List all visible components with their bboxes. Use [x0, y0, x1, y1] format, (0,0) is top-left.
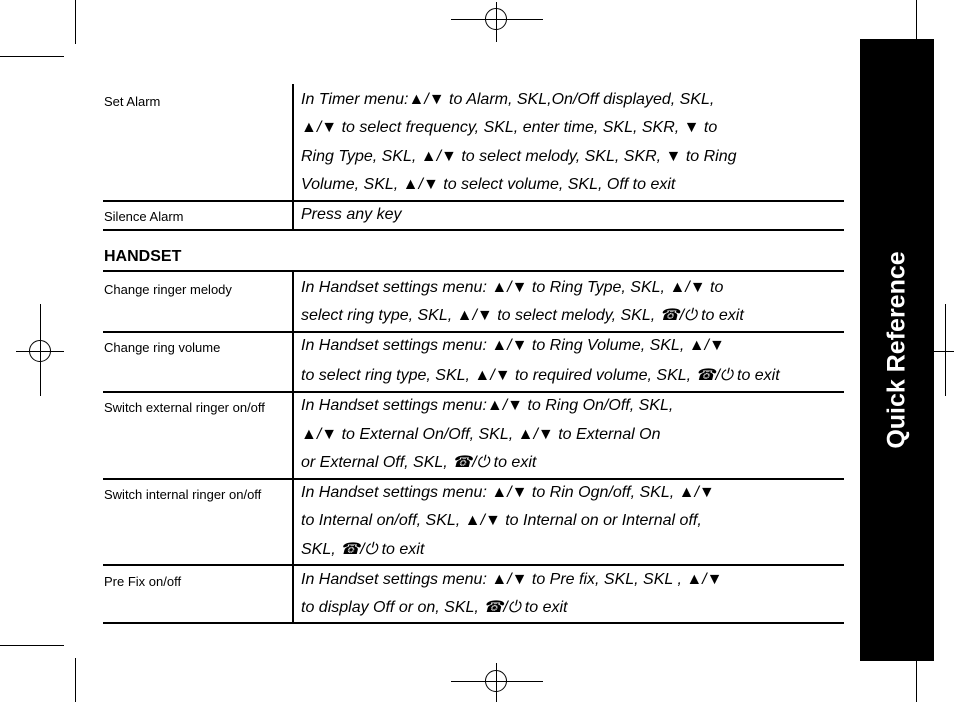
- row-divider: [103, 200, 844, 202]
- crop-mark: [916, 0, 917, 44]
- row-label-silence-alarm: Silence Alarm: [104, 209, 184, 224]
- instruction-line: or External Off, SKL, ☎/⏻ to exit: [301, 454, 537, 471]
- instruction-line: select ring type, SKL, ▲/▼ to select melody, SKL, ☎/⏻ to exit: [301, 307, 744, 324]
- instruction-line: ▲/▼ to External On/Off, SKL, ▲/▼ to External On: [301, 426, 661, 443]
- row-label-change-ringer-melody: Change ringer melody: [104, 282, 232, 297]
- row-label-switch-external-ringer: Switch external ringer on/off: [104, 400, 265, 415]
- column-divider: [292, 84, 294, 230]
- instruction-line: In Handset settings menu: ▲/▼ to Rin Ogn/off, SKL, ▲/▼: [301, 484, 715, 501]
- instruction-line: to select ring type, SKL, ▲/▼ to required volume, SKL, ☎/⏻ to exit: [301, 367, 780, 384]
- instruction-line: SKL, ☎/⏻ to exit: [301, 541, 425, 558]
- registration-mark: [934, 351, 954, 352]
- registration-mark: [485, 670, 507, 692]
- column-divider: [292, 270, 294, 624]
- crop-mark: [0, 645, 64, 646]
- quick-reference-label: Quick Reference: [882, 251, 911, 449]
- instruction-line: In Handset settings menu:▲/▼ to Ring On/Off, SKL,: [301, 397, 674, 414]
- row-label-change-ring-volume: Change ring volume: [104, 340, 221, 355]
- row-divider: [103, 564, 844, 566]
- row-divider: [103, 229, 844, 231]
- instruction-line: to display Off or on, SKL, ☎/⏻ to exit: [301, 599, 568, 616]
- crop-mark: [75, 658, 76, 702]
- row-divider: [103, 270, 844, 272]
- instruction-line: to Internal on/off, SKL, ▲/▼ to Internal on or Internal off,: [301, 512, 702, 529]
- instruction-line: ▲/▼ to select frequency, SKL, enter time, SKL, SKR, ▼ to: [301, 119, 718, 136]
- row-label-set-alarm: Set Alarm: [104, 94, 161, 109]
- instruction-line: Press any key: [301, 206, 402, 223]
- registration-mark: [485, 8, 507, 30]
- row-divider: [103, 391, 844, 393]
- crop-mark: [75, 0, 76, 44]
- instruction-line: Ring Type, SKL, ▲/▼ to select melody, SKL, SKR, ▼ to Ring: [301, 148, 737, 165]
- crop-mark: [0, 56, 64, 57]
- registration-mark: [29, 340, 51, 362]
- quick-reference-tab: [860, 39, 934, 661]
- instruction-line: In Handset settings menu: ▲/▼ to Ring Type, SKL, ▲/▼ to: [301, 279, 724, 296]
- row-divider: [103, 622, 844, 624]
- row-divider: [103, 331, 844, 333]
- instruction-line: Volume, SKL, ▲/▼ to select volume, SKL, Off to exit: [301, 176, 676, 193]
- instruction-line: In Handset settings menu: ▲/▼ to Pre fix, SKL, SKL , ▲/▼: [301, 571, 723, 588]
- crop-mark: [916, 658, 917, 702]
- row-label-switch-internal-ringer: Switch internal ringer on/off: [104, 487, 262, 502]
- instruction-line: In Timer menu:▲/▼ to Alarm, SKL,On/Off displayed, SKL,: [301, 91, 715, 108]
- registration-mark: [945, 304, 946, 396]
- section-heading-handset: HANDSET: [104, 248, 182, 265]
- row-label-pre-fix: Pre Fix on/off: [104, 574, 182, 589]
- row-divider: [103, 478, 844, 480]
- instruction-line: In Handset settings menu: ▲/▼ to Ring Volume, SKL, ▲/▼: [301, 337, 725, 354]
